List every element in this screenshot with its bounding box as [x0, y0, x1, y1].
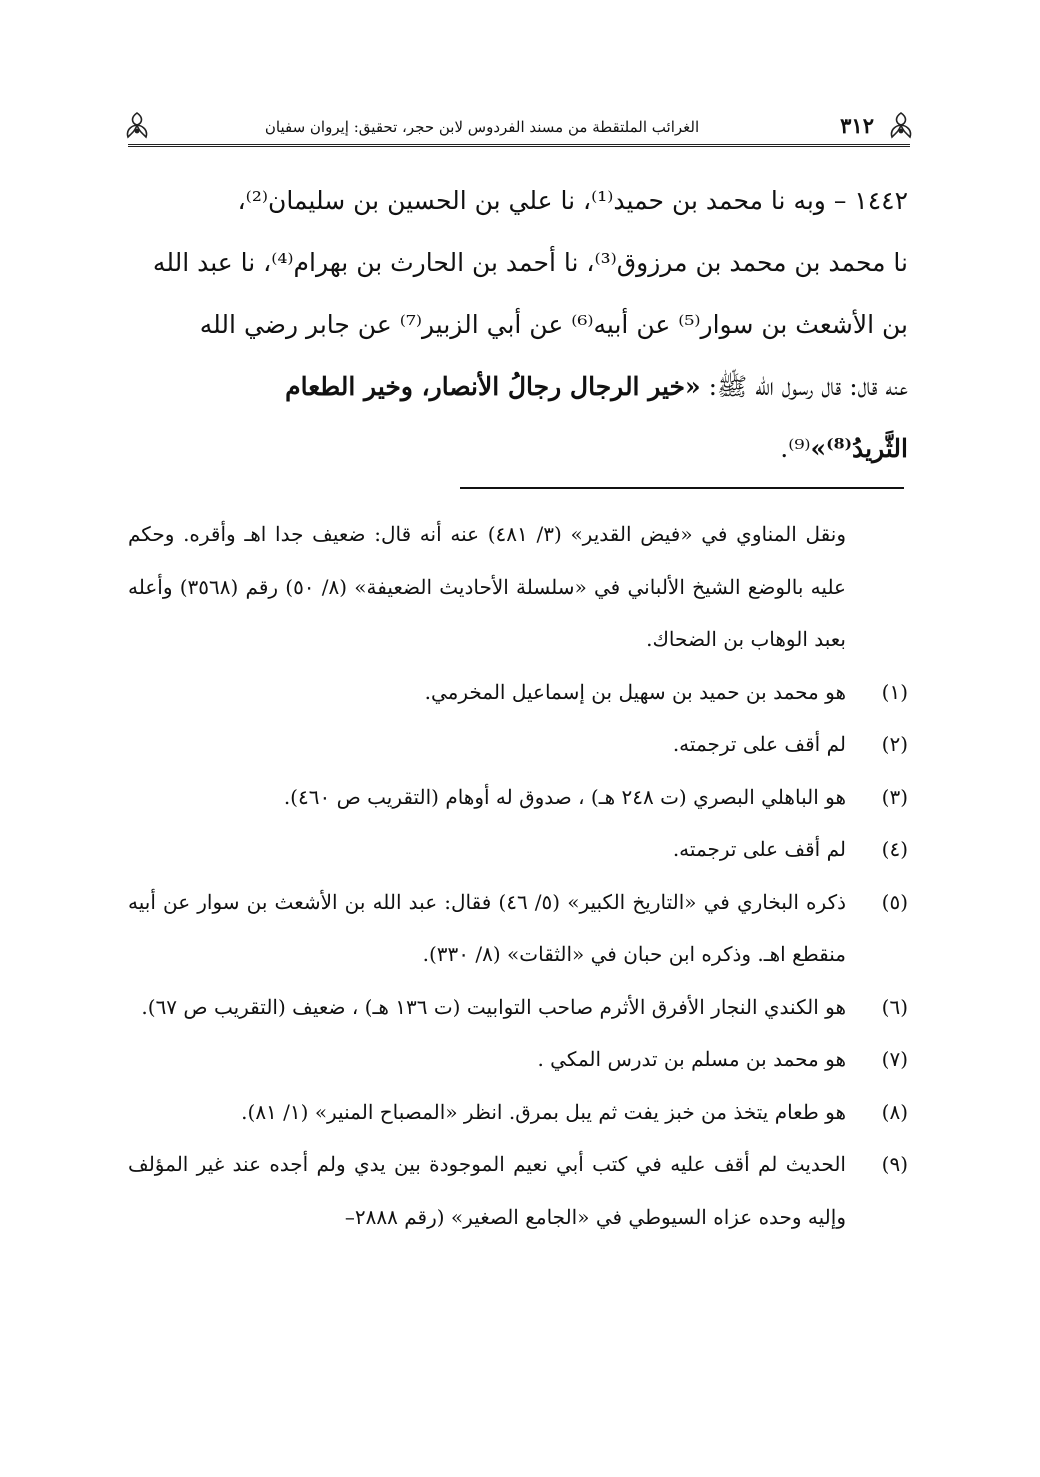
footnote-number: (٤): [881, 837, 908, 861]
hadith-text: [132, 170, 908, 480]
footnote-text: هو طعام يتخذ من خبز يفت ثم يبل بمرق. انظر «المصباح المنير» (١/ ٨١).: [241, 1099, 846, 1124]
footnote: [128, 981, 908, 1034]
footnote: [128, 876, 908, 981]
running-header: [128, 110, 910, 147]
footnote-text: لم أقف على ترجمته.: [672, 732, 846, 756]
hadith-line: [132, 356, 908, 418]
footnote-text: هو محمد بن مسلم بن تدرس المكي .: [537, 1047, 846, 1071]
ornament-icon: [120, 110, 154, 140]
footnote: [128, 823, 908, 876]
footnote-text: هو محمد بن حميد بن سهيل بن إسماعيل المخرمي.: [424, 679, 846, 704]
hadith-line: نا محمد بن محمد بن مرزوق⁽³⁾، نا أحمد بن الحارث بن بهرام⁽⁴⁾، نا عبد الله: [152, 248, 908, 277]
footnote: [128, 1086, 908, 1139]
footnote-number: (٢): [881, 732, 908, 756]
footnote: [128, 771, 908, 824]
footnote-number: (٧): [881, 1047, 908, 1071]
footnote-number: (٥): [881, 889, 908, 914]
hadith-line: ١٤٤٢ – وبه نا محمد بن حميد⁽¹⁾، نا علي بن الحسين بن سليمان⁽²⁾،: [237, 186, 908, 215]
footnote-divider: [460, 487, 904, 489]
footnote-text: هو الكندي النجار الأفرق الأثرم صاحب التوابيت (ت ١٣٦ هـ) ، ضعيف (التقريب ص ٦٧).: [141, 994, 846, 1019]
footnote-number: (٦): [881, 994, 908, 1019]
hadith-line: [132, 418, 908, 480]
footnote: [128, 666, 908, 719]
page-number: ٣١٢: [840, 113, 874, 138]
footnote-text: هو الباهلي البصري (ت ٢٤٨ هـ) ، صدوق له أوهام (التقريب ص ٤٦٠).: [283, 784, 846, 809]
footnote-number: (١): [881, 679, 908, 704]
footnote: [128, 1138, 908, 1243]
footnote-text: الحديث لم أقف عليه في كتب أبي نعيم الموجودة بين يدي ولم أجده عند غير المؤلف وإليه وحده عزاه السيوطي في «الجامع الصغير» (رقم ٢٨٨٨–: [128, 1152, 846, 1229]
footnote-text: ذكره البخاري في «التاريخ الكبير» (٥/ ٤٦) فقال: عبد الله بن الأشعث بن سوار عن أبيه منقطع اهـ. وذكره ابن حبان في «الثقات» (٨/ ٣٣٠).: [128, 889, 846, 966]
footnote-number: (٨): [881, 1099, 908, 1124]
footnote-number: (٣): [881, 784, 908, 809]
hadith-intro: عنه قال: قال رسول الله ﷺ:: [700, 372, 908, 401]
footnote: [128, 718, 908, 771]
footnote-number: (٩): [881, 1152, 908, 1176]
book-title: الغرائب الملتقطة من مسند الفردوس لابن حجر، تحقيق: إيروان سفيان: [264, 118, 700, 136]
footnote: [128, 1033, 908, 1086]
hadith-matn: «خير الرجال رجالُ الأنصار، وخير الطعام: [285, 372, 701, 401]
footnote-text: لم أقف على ترجمته.: [672, 837, 846, 861]
hadith-line: بن الأشعث بن سوار⁽⁵⁾ عن أبيه⁽⁶⁾ عن أبي الزبير⁽⁷⁾ عن جابر رضي الله: [199, 310, 908, 339]
footnotes: [128, 508, 908, 1243]
footnote-continuation: ونقل المناوي في «فيض القدير» (٣/ ٤٨١) عنه أنه قال: ضعيف جدا اهـ وأقره. وحكم عليه بالوضع الشيخ الألباني في «سلسلة الأحاديث الضعيفة» (٨/ ٥٠) رقم (٣٥٦٨) وأعله بعبد الوهاب بن الضحاك.: [128, 522, 846, 651]
hadith-footnote-ref: ⁽⁹⁾.: [780, 434, 811, 463]
hadith-matn-end: الثَّريدُ⁽⁸⁾»: [810, 434, 908, 463]
ornament-icon: [884, 110, 918, 140]
